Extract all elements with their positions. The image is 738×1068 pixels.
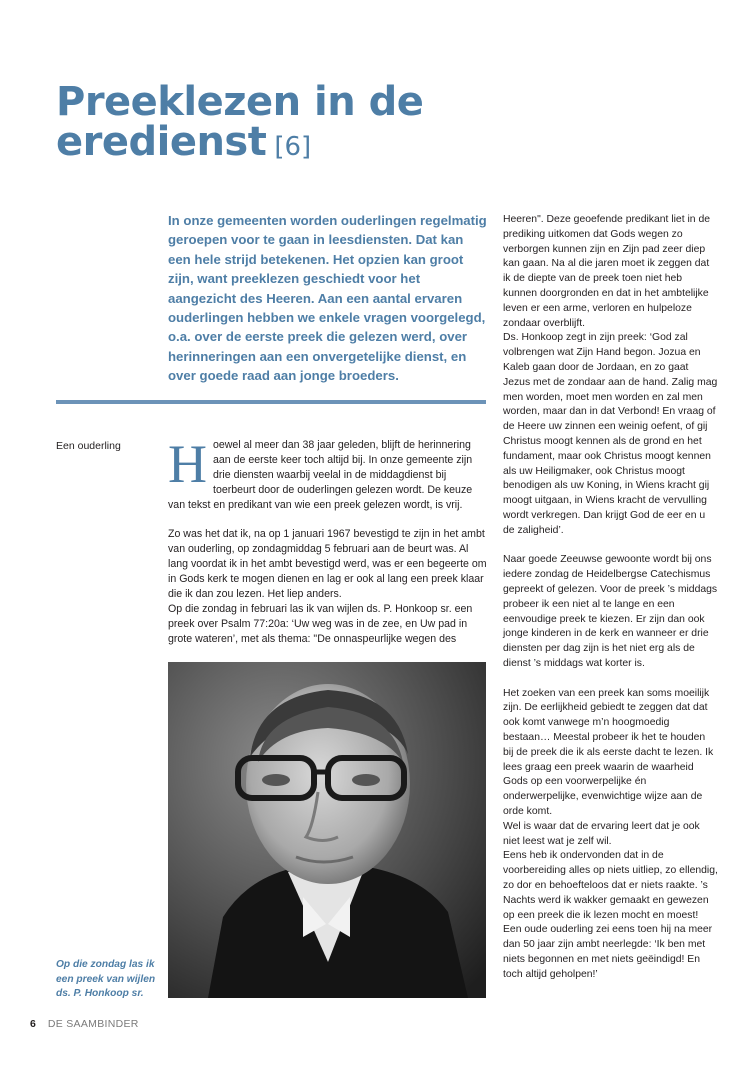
main-column (168, 434, 488, 647)
right-column (503, 213, 718, 983)
title-line-2: eredienst (56, 119, 267, 165)
paragraph-2: Zo was het dat ik, na op 1 januari 1967 bevestigd te zijn in het ambt van ouderling, op zondagmiddag 5 februari aan de beurt was. Al lang voordat ik in het ambt bevestigd werd, was er een begeerte om in Gods kerk te mogen dienen en lag er ook al lang een preek klaar die ik dan zou lezen. Het liep anders. (168, 528, 487, 601)
series-number: [6] (274, 132, 312, 162)
portrait-photo (168, 662, 486, 998)
paragraph-1 (168, 434, 488, 513)
right-paragraph-2: Ds. Honkoop zegt in zijn preek: ‘God zal volbrengen wat Zijn Hand begon. Jozua en Kaleb gaan door de Jordaan, en zo gaat Jezus met de zondaar aan de hand. Zalig mag men worden, moet men worden en zal men worden, maar dan in dat Verbond! En vraag of de Heere uw zinnen een weinig oefent, of gij Christus moogt kennen als de grond en het fundament, maar ook Christus moogt kennen als uw Heiligmaker, ook Christus moogt benodigen als uw Koning, in Wiens kracht gij moogt uitgaan, in Wiens kracht de vervulling wordt verkregen. Dan krijgt God de eer en u de zaligheid’. (503, 332, 718, 536)
page-number: 6 (30, 1018, 36, 1030)
right-paragraph-4: Het zoeken van een preek kan soms moeilijk zijn. De eerlijkheid gebiedt te zeggen dat dat ook komt vanwege m’n hoogmoedig bestaan… Meestal probeer ik het te houden bij de preek die ik als eerste dacht te lezen. Ik lees graag een preek waarin de waarheid Gods op een voorwerpelijke én onderwerpelijke, evenwichtige wijze aan de orde komt. (503, 687, 714, 818)
portrait-illustration (168, 662, 486, 998)
right-paragraph-3: Naar goede Zeeuwse gewoonte wordt bij ons iedere zondag de Heidelbergse Catechismus gepreekt of gelezen. Voor de preek ’s middags probeer ik een niet al te lange en een eenvoudige preek te kiezen. Er zijn dan ook jonge kinderen in de kerk en wanneer er drie diensten per dag zijn is het niet erg als de dienst ’s middags wat korter is. (503, 554, 718, 669)
section-divider (56, 400, 486, 404)
photo-caption: Op die zondag las ik een preek van wijlen ds. P. Honkoop sr. (56, 959, 156, 999)
paragraph-3: Op die zondag in februari las ik van wijlen ds. P. Honkoop sr. een preek over Psalm 77:20a: ‘Uw weg was in de zee, en Uw pad in grote wateren’, met als thema: "De onnaspeurlijke wegen des (168, 602, 473, 645)
author-label: Een ouderling (56, 440, 121, 452)
magazine-name: DE SAAMBINDER (47, 1018, 139, 1030)
page-footer (30, 1018, 139, 1034)
right-paragraph-5: Wel is waar dat de ervaring leert dat je ook niet leest wat je zelf wil. (503, 820, 700, 847)
right-paragraph-1: Heeren". Deze geoefende predikant liet in de prediking uitkomen dat Gods wegen zo verborgen kunnen zijn en Zijn pad zeer diep kan gaan. Na al die jaren moet ik zeggen dat ik de diepte van de preek toen niet heb kunnen doorgronden en dat in het ambtelijke leven er een arme, verloren en hulpeloze zondaar overblijft. (503, 214, 711, 329)
article-title (56, 79, 476, 167)
title-line-1: Preeklezen in de (56, 79, 424, 125)
article-intro: In onze gemeenten worden ouderlingen regelmatig geroepen voor te gaan in leesdiensten. Dat kan een hele strijd betekenen. Het opzien kan groot zijn, want preeklezen geschiedt voor het aangezicht des Heeren. Aan een aantal ervaren ouderlingen hebben we enkele vragen voorgelegd, o.a. over de eerste preek die gelezen werd, over herinneringen aan een onvergetelijke dienst, en over goede raad aan jonge broeders. (168, 213, 487, 384)
right-paragraph-6: Eens heb ik ondervonden dat in de voorbereiding alles op niets uitliep, zo ellendig, zo dor en behoefteloos dat er niets raakte. ’s Nachts werd ik wakker gemaakt en gewezen op een preek die ik lezen mocht en moest! Een oude ouderling zei eens toen hij na meer dan 50 jaar zijn ambt neerlegde: ‘Ik ben met niets begonnen en met niets geëindigd! En toch altijd geholpen!’ (503, 850, 718, 980)
paragraph-1-text: oewel al meer dan 38 jaar geleden, blijft de herinnering aan de eerste keer toch altijd bij. In onze gemeente zijn drie diensten waarbij veelal in de middagdienst bij toerbeurt door de ouderlingen gelezen wordt. De keuze van tekst en predikant van wie een preek gelezen wordt, is vrij. (168, 439, 473, 511)
drop-cap: H (168, 434, 207, 494)
